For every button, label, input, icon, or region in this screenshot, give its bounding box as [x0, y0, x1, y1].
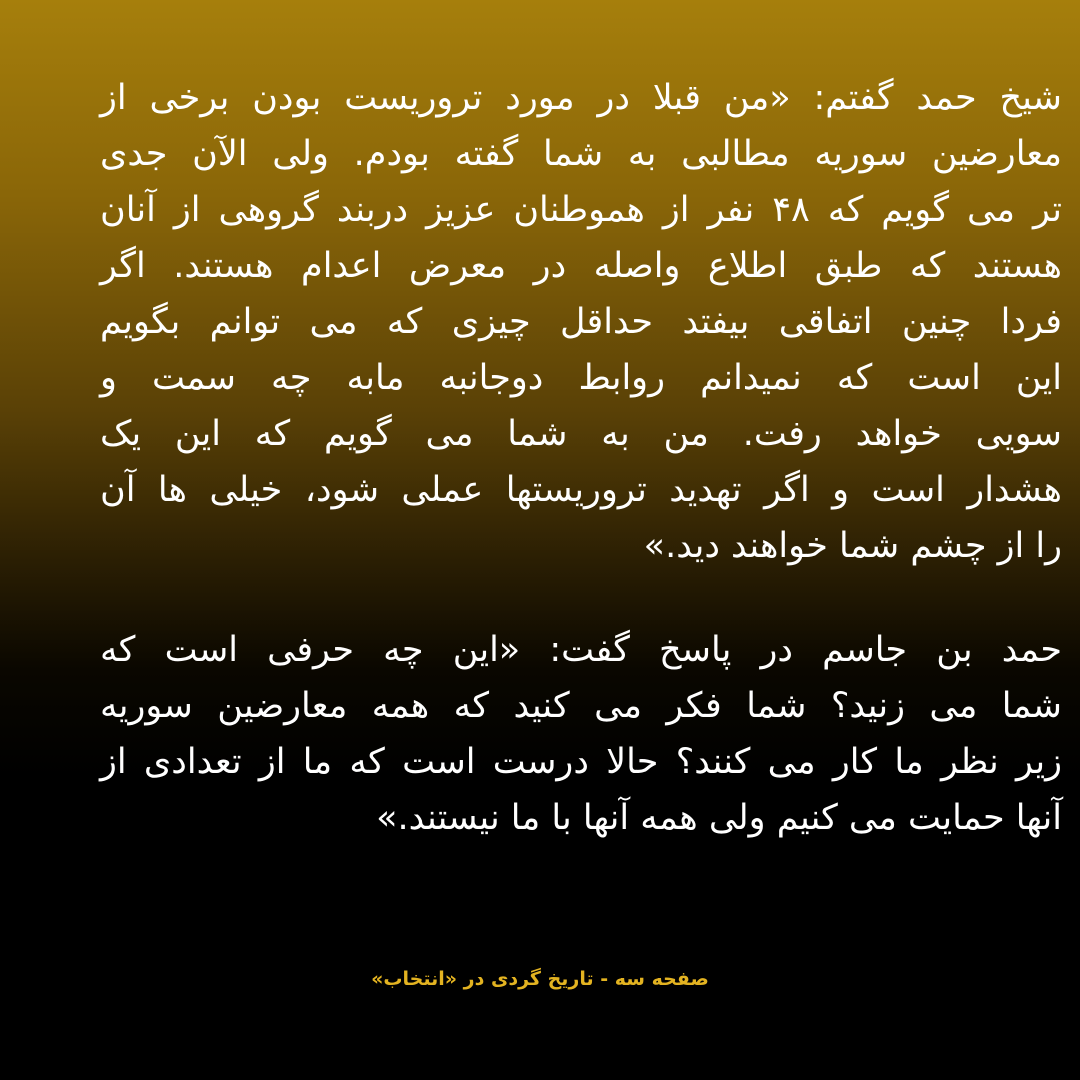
text-line: حمد بن جاسم در پاسخ گفت: «این چه حرفی است که — [100, 630, 1062, 670]
text-line: آنها حمایت می کنیم ولی همه آنها با ما نیستند.» — [376, 798, 1062, 838]
text-line: هستند که طبق اطلاع واصله در معرض اعدام هستند. اگر — [100, 246, 1062, 286]
text-line: زیر نظر ما کار می کنند؟ حالا درست است که ما از تعدادی از — [100, 742, 1062, 782]
page-footer-caption: صفحه سه - تاریخ گردی در «انتخاب» — [371, 968, 709, 990]
text-line: تر می گویم که ۴۸ نفر از هموطنان عزیز دربند گروهی از آنان — [100, 190, 1062, 230]
text-line: این است که نمیدانم روابط دوجانبه مابه چه سمت و — [100, 358, 1062, 398]
text-line: فردا چنین اتفاقی بیفتد حداقل چیزی که می توانم بگویم — [100, 302, 1062, 342]
text-line: شیخ حمد گفتم: «من قبلا در مورد تروریست بودن برخی از — [100, 78, 1062, 118]
text-line: سویی خواهد رفت. من به شما می گویم که این یک — [100, 414, 1062, 454]
quote-paragraph-hamad-bin-jassim — [100, 622, 1062, 846]
text-line: را از چشم شما خواهند دید.» — [643, 526, 1062, 566]
text-line: شما می زنید؟ شما فکر می کنید که همه معارضین سوریه — [100, 686, 1062, 726]
quote-paragraph-sheikh-hamad — [100, 70, 1062, 574]
text-line: معارضین سوریه مطالبی به شما گفته بودم. ولی الآن جدی — [100, 134, 1062, 174]
text-line: هشدار است و اگر تهدید تروریستها عملی شود، خیلی ها آن — [100, 470, 1062, 510]
